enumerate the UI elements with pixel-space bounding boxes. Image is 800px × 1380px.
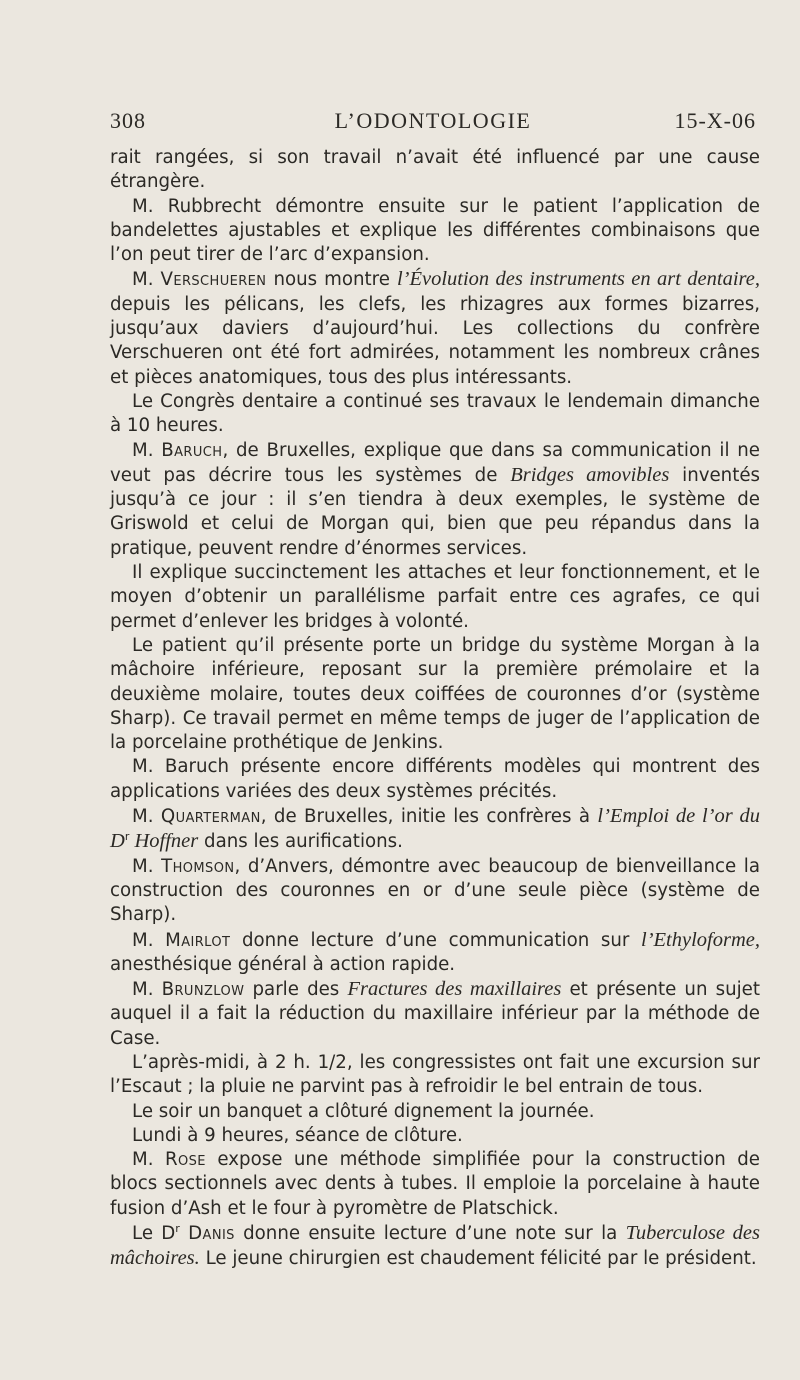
text-run: M. <box>132 269 161 291</box>
text-run: M. <box>132 1149 165 1171</box>
person-name: Quarterman <box>160 806 261 828</box>
person-name: Verschueren <box>160 269 267 291</box>
paragraph <box>110 928 760 978</box>
text-run: M. Rubbrecht démontre ensuite sur le patient l’application de bandelettes ajustables et explique les différentes combinaisons que l’on peut tirer de l’arc d’expansion. <box>110 195 760 266</box>
text-run: M. <box>132 439 162 461</box>
text-run: M. <box>132 806 161 828</box>
body-text <box>110 146 760 1272</box>
paragraph <box>110 977 760 1051</box>
text-run: parle des <box>244 979 348 1001</box>
text-run: M. <box>132 979 162 1001</box>
superscript: r <box>124 830 130 844</box>
italic-title: Bridges amovibles <box>510 463 670 486</box>
superscript: r <box>175 1222 180 1235</box>
text-run: Le jeune chirurgien est chaudement félicité par le président. <box>199 1248 757 1270</box>
text-run: nous montre <box>266 269 397 291</box>
person-name: Danis <box>188 1223 235 1245</box>
text-run: , de Bruxelles, initie les confrères à <box>260 806 598 828</box>
text-run: depuis les pélicans, les clefs, les rhizagres aux formes bizarres, jusqu’aux daviers d’aujourd’hui. Les collections du confrère Verschueren ont été fort admirées, notamment les nombreux crânes et pièces anatomiques, tous des plus intéressants. <box>110 293 760 388</box>
issue-date: 15-X-06 <box>674 108 756 133</box>
running-header <box>110 108 756 138</box>
paragraph <box>110 1124 760 1148</box>
italic-title: l’Ethyloforme, <box>641 928 760 951</box>
text-run: Le Congrès dentaire a continué ses travaux le lendemain dimanche à 10 heures. <box>110 390 760 437</box>
text-run: inventés jusqu’à ce jour : il s’en tiendra à deux exemples, le système de Griswold et celui de Morgan qui, bien que peu répandus dans la pratique, peuvent rendre d’énormes services. <box>110 464 760 559</box>
italic-title: Tuberculose des mâchoires. <box>110 1222 760 1270</box>
text-run: expose une méthode simplifiée pour la construction de blocs sectionnels avec dents à tubes. Il emploie la porcelaine à haute fusion d’Ash et le four à pyromètre de Platschick. <box>110 1149 760 1219</box>
person-name: Thomson <box>161 855 235 877</box>
text-run: anesthésique général à action rapide. <box>110 953 456 975</box>
italic-title: Hoffner <box>129 830 199 853</box>
person-name: Rose <box>164 1149 206 1171</box>
text-run: , d’Anvers, démontre avec beaucoup de bienveillance la construction des couronnes en or d’une seule pièce (système de Sharp). <box>110 855 760 926</box>
running-title: L’ODONTOLOGIE <box>334 108 532 133</box>
paragraph <box>110 755 760 804</box>
person-name: Brunzlow <box>161 979 245 1001</box>
paragraph <box>110 439 760 561</box>
text-run: Lundi à 9 heures, séance de clôture. <box>132 1124 463 1146</box>
text-run: , de Bruxelles, explique que dans sa communication il ne veut pas décrire tous les systèmes de <box>110 439 760 486</box>
text-run: rait rangées, si son travail n’avait été influencé par une cause étrangère. <box>110 147 760 193</box>
text-run: et présente un sujet auquel il a fait la réduction du maxillaire inférieur par la méthode de Case. <box>110 979 760 1049</box>
person-name: Mairlot <box>165 929 231 951</box>
paragraph <box>110 634 760 755</box>
text-run <box>180 1223 188 1244</box>
text-run: M. <box>132 929 166 951</box>
paragraph <box>110 146 760 195</box>
text-run: donne lecture d’une communication sur <box>230 929 641 951</box>
paragraph <box>110 267 760 389</box>
text-run: Le soir un banquet a clôturé dignement la journée. <box>132 1100 595 1122</box>
italic-title: l’Évolution des instruments en art dentaire, <box>396 268 760 291</box>
paragraph <box>110 390 760 439</box>
text-run: Le D <box>132 1223 176 1245</box>
text-run: dans les aurifications. <box>198 831 403 853</box>
paragraph <box>110 1221 760 1272</box>
paragraph <box>110 561 760 634</box>
person-name: Baruch <box>161 439 223 461</box>
paragraph <box>110 804 760 855</box>
paragraph <box>110 855 760 928</box>
text-run: Il explique succinctement les attaches et leur fonctionnement, et le moyen d’obtenir un parallélisme parfait entre ces agrafes, ce qui permet d’enlever les bridges à volonté. <box>110 562 760 632</box>
text-run: M. Baruch présente encore différents modèles qui montrent des applications variées des deux systèmes précités. <box>110 756 760 802</box>
italic-title: l’Emploi de l’or du D <box>110 805 760 853</box>
paragraph <box>110 195 760 268</box>
text-run: donne ensuite lecture d’une note sur la <box>234 1223 626 1245</box>
italic-title: Fractures des maxillaires <box>347 978 562 1001</box>
text-run: M. <box>132 855 162 877</box>
page-number: 308 <box>110 108 146 133</box>
paragraph <box>110 1100 760 1124</box>
text-run: Le patient qu’il présente porte un bridge du système Morgan à la mâchoire inférieure, reposant sur la première prémolaire et la deuxième molaire, toutes deux coiffées de couronnes d’or (système Sharp). Ce travail permet en même temps de juger de l’application de la porcelaine prothétique de Jenkins. <box>110 634 760 754</box>
text-run: L’après-midi, à 2 h. 1/2, les congressistes ont fait une excursion sur l’Escaut ; la pluie ne parvint pas à refroidir le bel entrain de tous. <box>110 1051 760 1098</box>
paragraph <box>110 1148 760 1221</box>
paragraph <box>110 1051 760 1100</box>
